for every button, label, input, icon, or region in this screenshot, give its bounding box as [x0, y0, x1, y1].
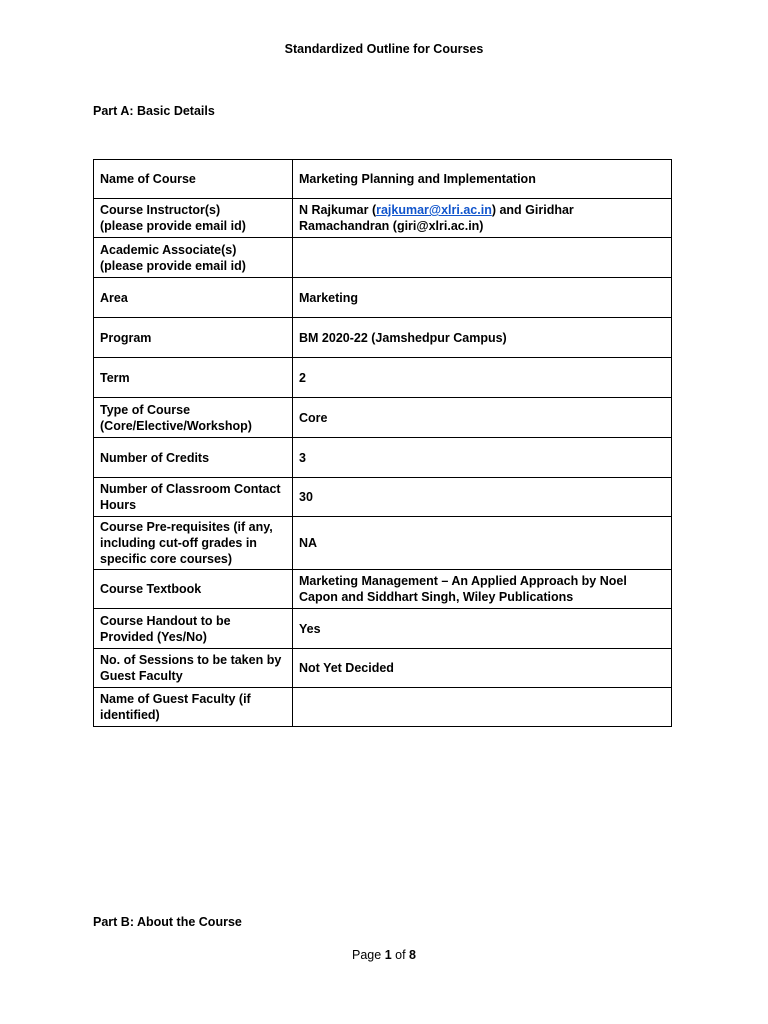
course-name-label: Name of Course: [94, 160, 293, 199]
course-type-label-text: Type of Course (Core/Elective/Workshop): [100, 402, 252, 433]
textbook-value: Marketing Management – An Applied Approach by Noel Capon and Siddhart Singh, Wiley Publications: [293, 570, 672, 609]
table-row: [94, 478, 672, 517]
guest-name-value: [293, 688, 672, 727]
basic-details-table: [93, 159, 672, 727]
table-row: [94, 609, 672, 649]
instructors-label: [94, 199, 293, 238]
table-row: [94, 438, 672, 478]
instructor-name-1: N Rajkumar (: [299, 203, 377, 217]
program-value: BM 2020-22 (Jamshedpur Campus): [293, 318, 672, 358]
page-word: Page: [352, 948, 382, 962]
guest-name-label: Name of Guest Faculty (if identified): [94, 688, 293, 727]
handout-value: Yes: [293, 609, 672, 649]
table-row: [94, 398, 672, 438]
part-a-heading: Part A: Basic Details: [93, 104, 215, 118]
table-row: [94, 199, 672, 238]
credits-value: 3: [293, 438, 672, 478]
instructors-value: [293, 199, 672, 238]
table-row: [94, 517, 672, 570]
prerequisites-value: NA: [293, 517, 672, 570]
table-row: [94, 570, 672, 609]
associates-value: [293, 238, 672, 278]
page-footer: [0, 948, 768, 962]
instructor-rest: ) and Giridhar Ramachandran (giri@xlri.ac.in): [299, 203, 574, 233]
term-label: Term: [94, 358, 293, 398]
area-label: Area: [94, 278, 293, 318]
instructors-label-text: Course Instructor(s) (please provide email id): [100, 203, 246, 233]
course-name-value: Marketing Planning and Implementation: [293, 160, 672, 199]
table-row: [94, 649, 672, 688]
area-value: Marketing: [293, 278, 672, 318]
credits-label: Number of Credits: [94, 438, 293, 478]
associates-label-text: Academic Associate(s) (please provide email id): [100, 242, 246, 273]
table-row: [94, 318, 672, 358]
guest-sessions-value: Not Yet Decided: [293, 649, 672, 688]
part-b-heading: Part B: About the Course: [93, 915, 242, 929]
textbook-label: Course Textbook: [94, 570, 293, 609]
table-row: [94, 358, 672, 398]
contact-hours-value: 30: [293, 478, 672, 517]
document-title: Standardized Outline for Courses: [284, 42, 484, 56]
course-type-value: Core: [293, 398, 672, 438]
course-type-label: [94, 398, 293, 438]
instructor-email-link[interactable]: rajkumar@xlri.ac.in: [376, 203, 492, 217]
table-row: [94, 278, 672, 318]
table-row: [94, 688, 672, 727]
page-number: 1: [384, 948, 392, 962]
prerequisites-label: Course Pre-requisites (if any, including cut-off grades in specific core courses): [94, 517, 293, 570]
program-label: Program: [94, 318, 293, 358]
term-value: 2: [293, 358, 672, 398]
of-word: of: [395, 948, 406, 962]
contact-hours-label: Number of Classroom Contact Hours: [94, 478, 293, 517]
associates-label: [94, 238, 293, 278]
handout-label: Course Handout to be Provided (Yes/No): [94, 609, 293, 649]
table-row: [94, 238, 672, 278]
table-row: [94, 160, 672, 199]
guest-sessions-label: No. of Sessions to be taken by Guest Faculty: [94, 649, 293, 688]
page-total: 8: [409, 948, 416, 962]
